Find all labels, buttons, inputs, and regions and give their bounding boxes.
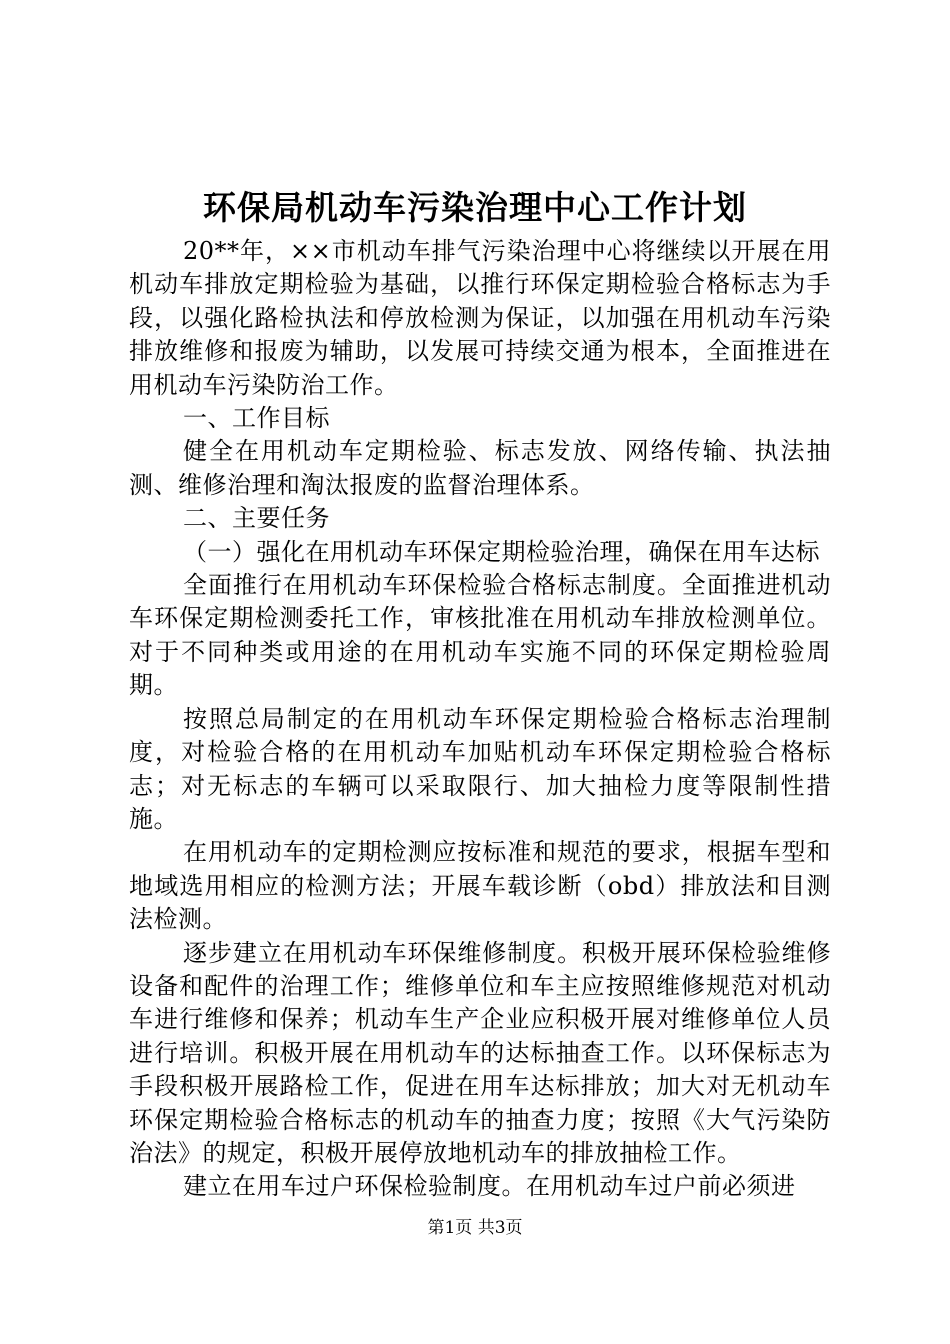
subsection-heading-1: （一）强化在用机动车环保定期检验治理，确保在用车达标 — [183, 537, 820, 566]
section-heading-tasks: 二、主要任务 — [183, 504, 330, 533]
paragraph-task-3: 在用机动车的定期检测应按标准和规范的要求，根据车型和地域选用相应的检测方法；开展车载诊断（obd）排放法和目测法检测。 — [129, 838, 831, 934]
document-title: 环保局机动车污染治理中心工作计划 — [203, 188, 747, 227]
paragraph-task-1: 全面推行在用机动车环保检验合格标志制度。全面推进机动车环保定期检测委托工作，审核批准在用机动车排放检测单位。对于不同种类或用途的在用机动车实施不同的环保定期检验周期。 — [129, 571, 831, 700]
paragraph-intro: 20**年，××市机动车排气污染治理中心将继续以开展在用机动车排放定期检验为基础，以推行环保定期检验合格标志为手段，以强化路检执法和停放检测为保证，以加强在用机动车污染排放维修和报废为辅助，以发展可持续交通为根本，全面推进在用机动车污染防治工作。 — [129, 237, 831, 399]
paragraph-task-2: 按照总局制定的在用机动车环保定期检验合格标志治理制度，对检验合格的在用机动车加贴机动车环保定期检验合格标志；对无标志的车辆可以采取限行、加大抽检力度等限制性措施。 — [129, 704, 831, 833]
page-footer: 第1页 共3页 — [427, 1218, 523, 1238]
paragraph-task-5: 建立在用车过户环保检验制度。在用机动车过户前必须进 — [183, 1172, 796, 1201]
paragraph-task-4: 逐步建立在用机动车环保维修制度。积极开展环保检验维修设备和配件的治理工作；维修单位和车主应按照维修规范对机动车进行维修和保养；机动车生产企业应积极开展对维修单位人员进行培训。积极开展在用机动车的达标抽查工作。以环保标志为手段积极开展路检工作，促进在用车达标排放；加大对无机动车环保定期检验合格标志的机动车的抽查力度；按照《大气污染防治法》的规定，积极开展停放地机动车的排放抽检工作。 — [129, 938, 831, 1167]
document-body — [129, 235, 831, 1204]
section-heading-goals: 一、工作目标 — [183, 404, 330, 433]
paragraph-goals: 健全在用机动车定期检验、标志发放、网络传输、执法抽测、维修治理和淘汰报废的监督治理体系。 — [129, 437, 831, 499]
